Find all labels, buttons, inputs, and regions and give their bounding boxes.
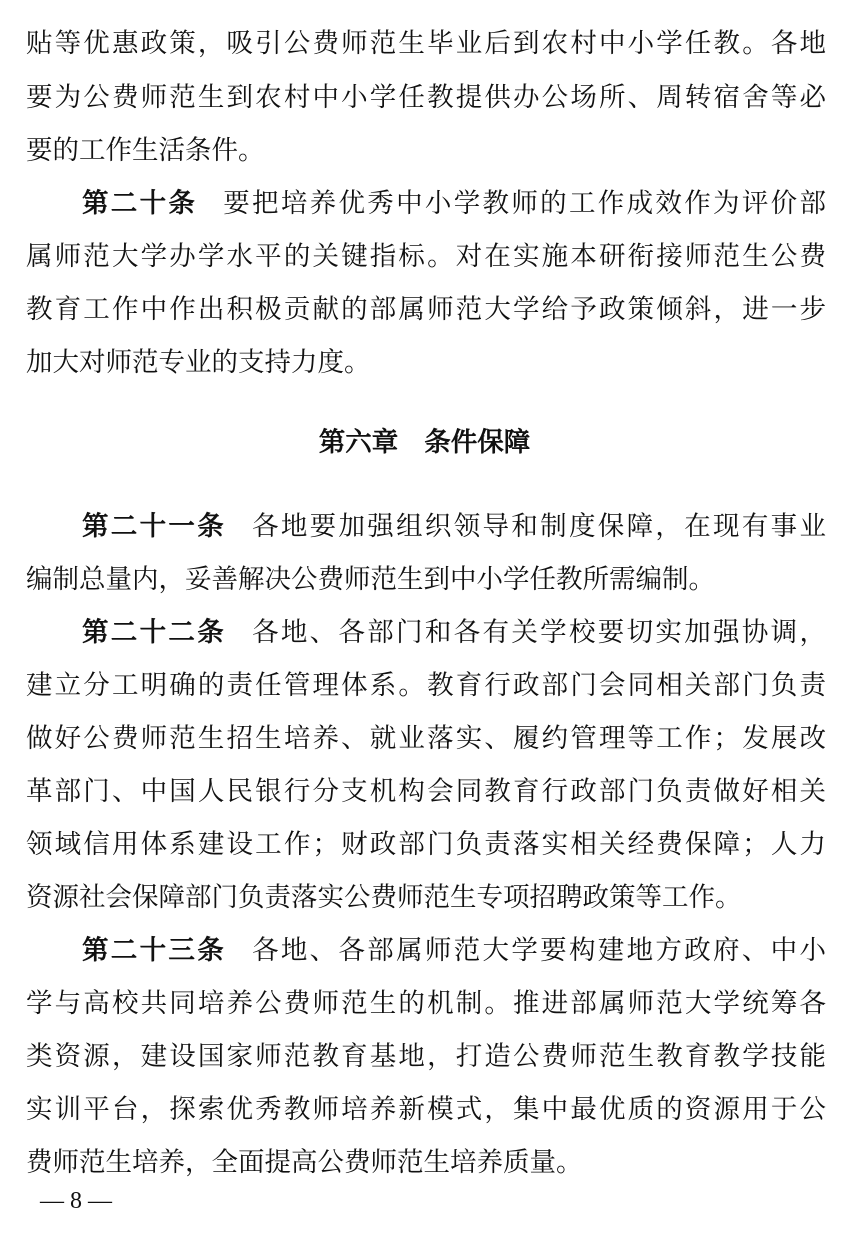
page-number: — 8 — <box>40 1188 112 1214</box>
text-line: 各地要加强组织领导和制度保障，在现有事业 <box>252 511 826 542</box>
text-line: 领域信用体系建设工作；财政部门负责落实相关经费保障；人力 <box>26 829 826 860</box>
text-line: 各地、各部门和各有关学校要切实加强协调， <box>252 617 826 648</box>
text-line: 要为公费师范生到农村中小学任教提供办公场所、周转宿舍等必 <box>26 82 826 113</box>
chapter-number: 第六章 <box>318 427 399 458</box>
text-line: 学与高校共同培养公费师范生的机制。推进部属师范大学统筹各 <box>26 988 826 1019</box>
text-line: 要的工作生活条件。 <box>26 135 265 166</box>
text-line: 革部门、中国人民银行分支机构会同教育行政部门负责做好相关 <box>26 776 826 807</box>
text-line: 各地、各部属师范大学要构建地方政府、中小 <box>252 935 826 966</box>
text-line: 资源社会保障部门负责落实公费师范生专项招聘政策等工作。 <box>26 882 742 913</box>
article-20-label: 第二十条 <box>82 188 198 219</box>
article-22-first-line <box>82 613 826 653</box>
text-line: 建立分工明确的责任管理体系。教育行政部门会同相关部门负责 <box>26 670 826 701</box>
article-20-first-line <box>82 184 826 224</box>
text-line: 编制总量内，妥善解决公费师范生到中小学任教所需编制。 <box>26 564 715 595</box>
chapter-heading <box>0 423 849 463</box>
article-21-label: 第二十一条 <box>82 511 227 542</box>
text-line: 贴等优惠政策，吸引公费师范生毕业后到农村中小学任教。各地 <box>26 28 826 59</box>
text-line: 类资源，建设国家师范教育基地，打造公费师范生教育教学技能 <box>26 1041 826 1072</box>
text-line: 实训平台，探索优秀教师培养新模式，集中最优质的资源用于公 <box>26 1094 826 1125</box>
text-line: 属师范大学办学水平的关键指标。对在实施本研衔接师范生公费 <box>26 241 826 272</box>
text-line: 要把培养优秀中小学教师的工作成效作为评价部 <box>223 188 826 219</box>
article-21-first-line <box>82 507 826 547</box>
text-line: 费师范生培养，全面提高公费师范生培养质量。 <box>26 1147 583 1178</box>
text-line: 教育工作中作出积极贡献的部属师范大学给予政策倾斜，进一步 <box>26 294 826 325</box>
article-23-label: 第二十三条 <box>82 935 227 966</box>
text-line: 做好公费师范生招生培养、就业落实、履约管理等工作；发展改 <box>26 723 826 754</box>
text-line: 加大对师范专业的支持力度。 <box>26 347 371 378</box>
article-23-first-line <box>82 931 826 971</box>
chapter-title: 条件保障 <box>424 427 531 458</box>
article-22-label: 第二十二条 <box>82 617 227 648</box>
